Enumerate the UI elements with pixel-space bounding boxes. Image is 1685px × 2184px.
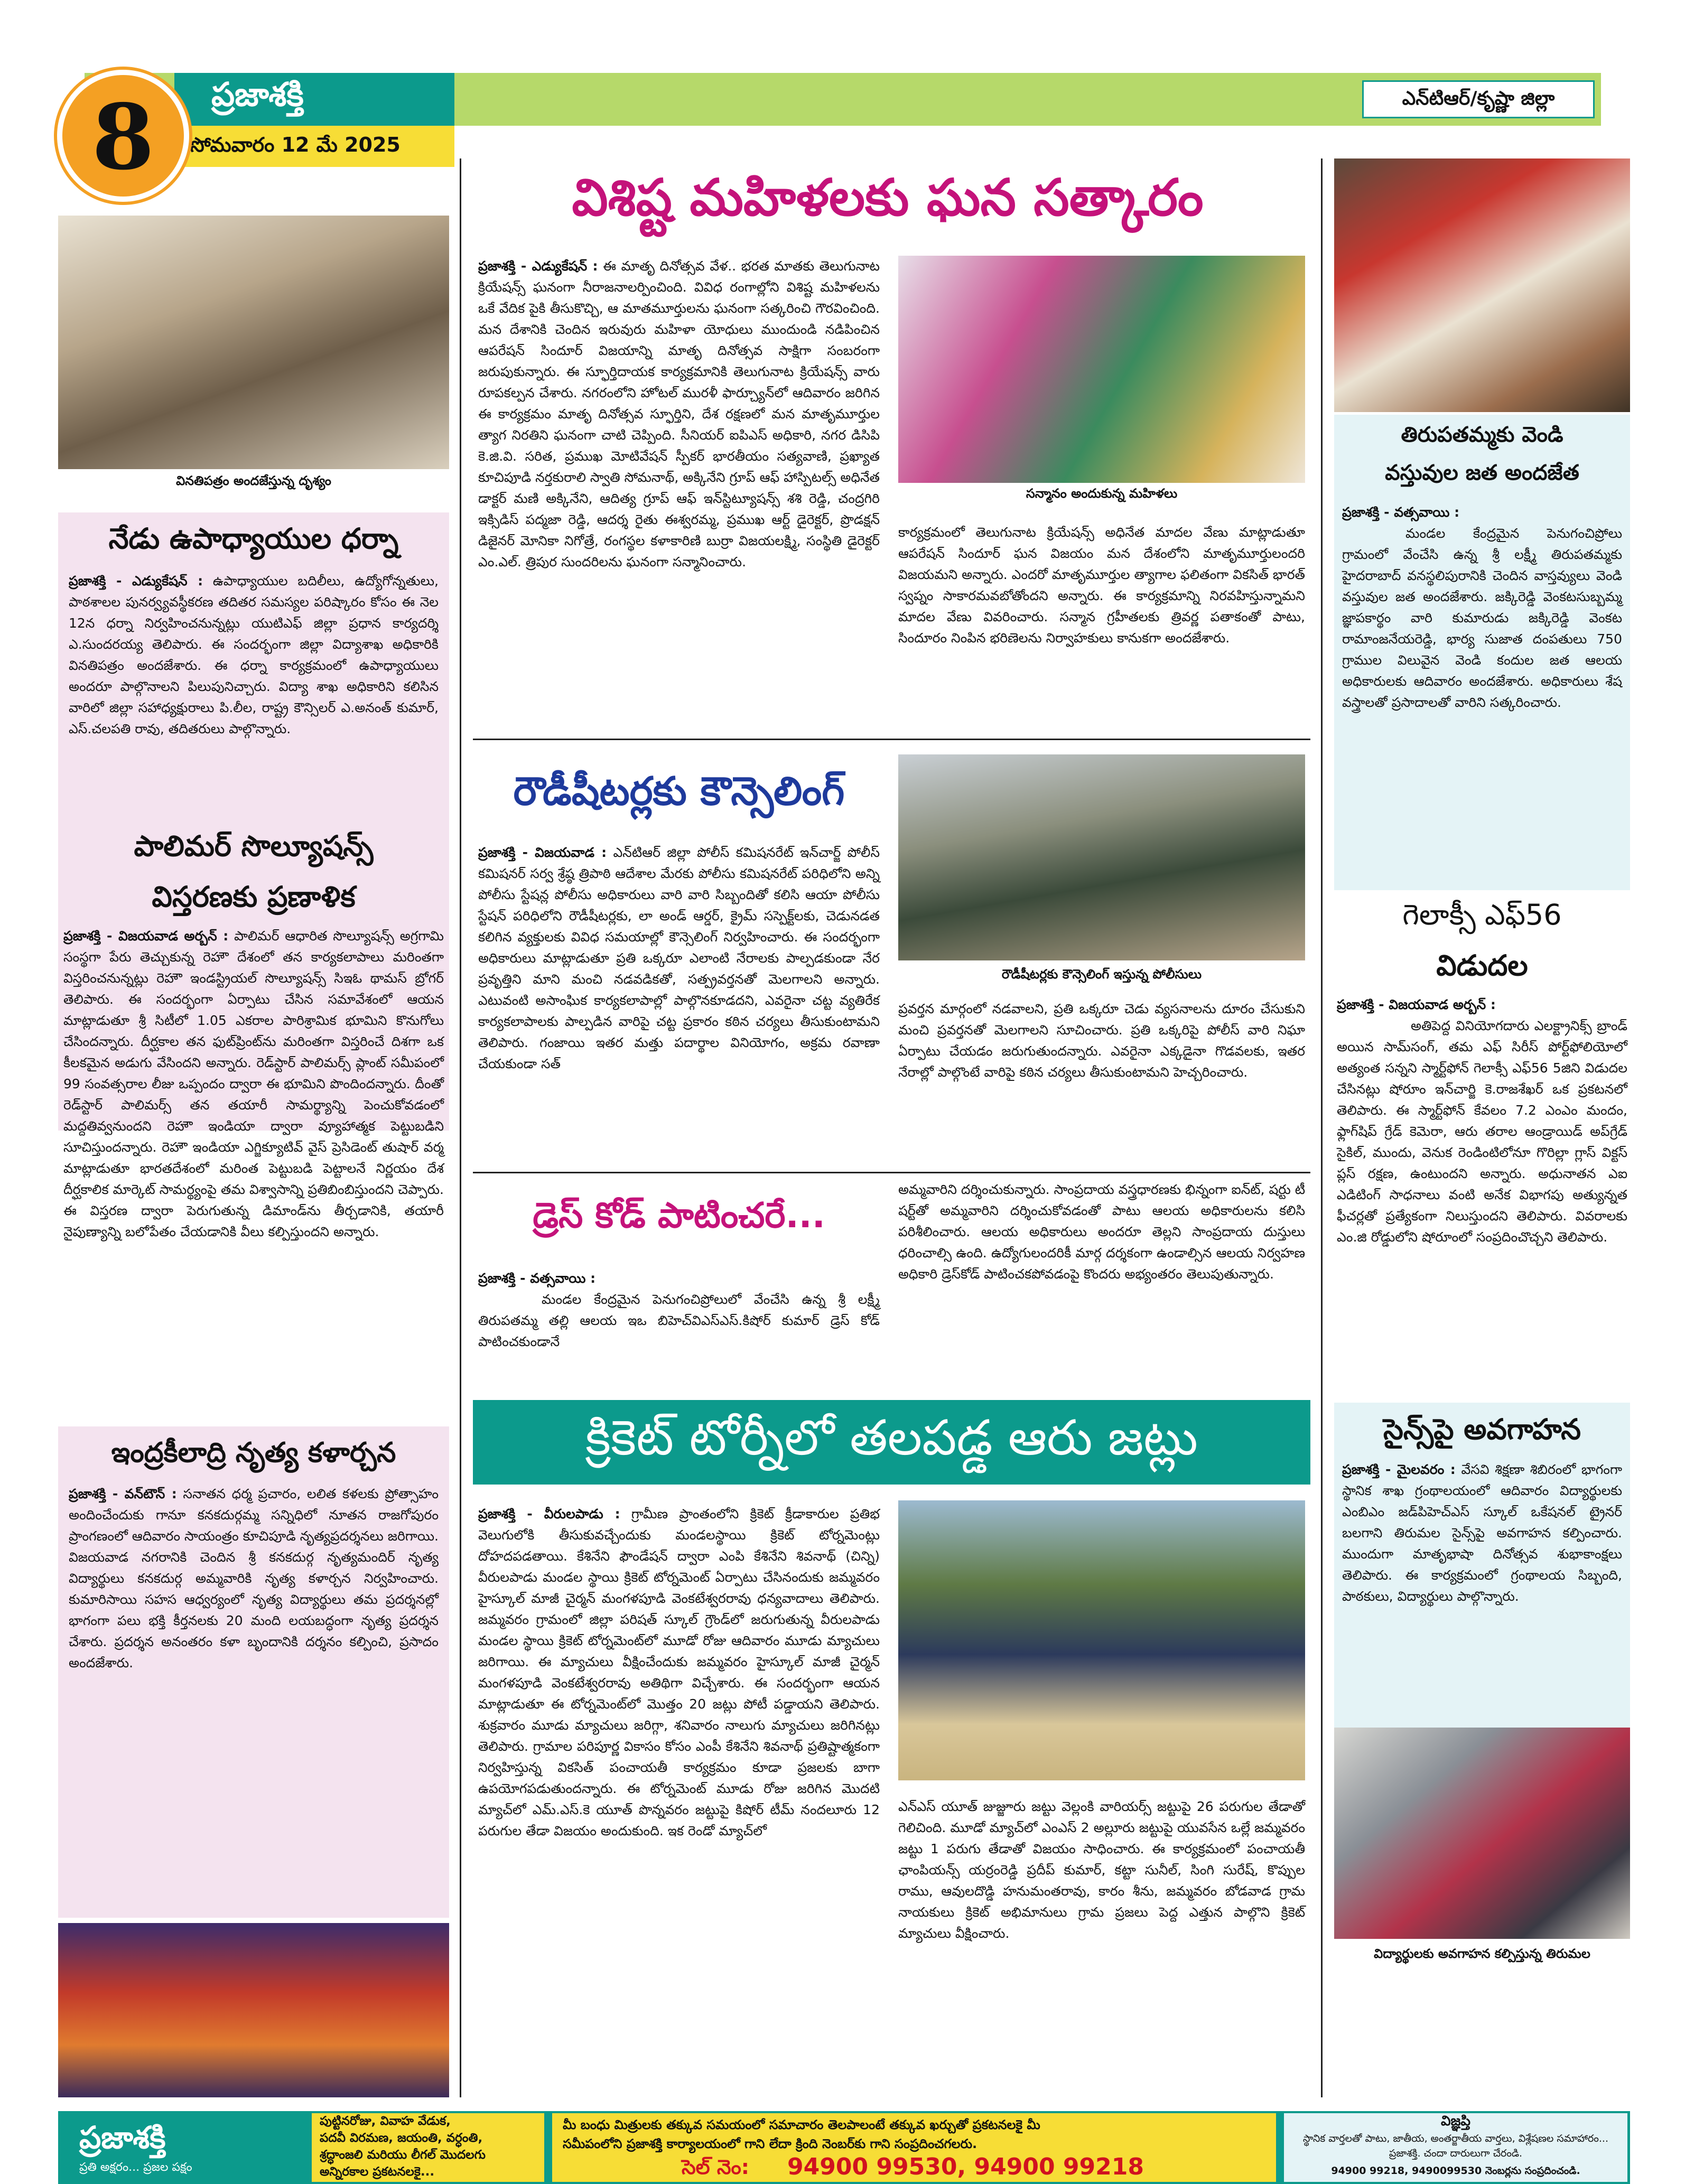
honoured-women-caption: సన్మానం అందుకున్న మహిళలు bbox=[1026, 486, 1178, 501]
cricket-article-body-b bbox=[898, 1796, 1305, 1944]
polymer-article-dateline: ప్రజాశక్తి - విజయవాడ అర్బన్‌ : bbox=[63, 928, 229, 944]
dress-code-text-b: అమ్మవారిని దర్శించుకున్నారు. సాంప్రదాయ వస్త్రధారణకు భిన్నంగా ఐన్‌ట్‌, షర్టు టీ షర్ట్‌తో అమ్మవారిని దర్శించుకోవడంతో పాటు ఆలయ అధికారులను కలిసి పరిశీలించారు. ఆలయ అధికారులు అందరూ తెల్లని సాంప్రదాయ దుస్తులు ధరించాల్సి ఉంది. ఉద్యోగులందరికీ మార్గ దర్శకంగా ఉండాల్సిన ఆలయ నిర్వహణ అధికారి డ్రెస్‌కోడ్‌ పాటించకపోవడంపై కొందరు అభ్యంతరం తెలుపుతున్నారు. bbox=[898, 1182, 1305, 1282]
dance-article-title: ఇంద్రకీలాద్రి నృత్య కళార్చన bbox=[111, 1437, 396, 1469]
silver-donation-photo bbox=[1334, 158, 1630, 412]
rowdy-counselling-caption: రౌడీషీటర్లకు కౌన్సెలింగ్‌ ఇస్తున్న పోలీసులు bbox=[1001, 967, 1202, 982]
rowdy-article-body-a bbox=[478, 842, 880, 1075]
footer-tagline: ప్రతి అక్షరం... ప్రజల పక్షం bbox=[79, 2161, 192, 2174]
divider-left bbox=[460, 158, 461, 2097]
polymer-article-text: పాలిమర్‌ ఆధారిత సొల్యూషన్స్‌ అగ్రగామి సంస్థగా పేరు తెచ్చుకున్న రెహౌ దేశంలో తన కార్యకలాపాలు మరింతగా విస్తరించనున్నట్లు రెహౌ ఇండస్ట్రియల్‌ సొల్యూషన్స్‌ సిఇఓ థామస్‌ బ్రోగర్‌ తెలిపారు. ఈ సందర్భంగా ఏర్పాటు చేసిన సమావేశంలో ఆయన మాట్లాడుతూ శ్రీ సిటీలో 1.05 ఎకరాల పారిశ్రామిక భూమిని కొనుగోలు చేసిందన్నారు. దీర్ఘకాల తన ఫుట్‌ప్రింట్‌ను మరింతగా విస్తరించే దిశగా ఒక కీలకమైన అడుగు వేసిందని అన్నారు. రెడ్‌స్టార్‌ పాలిమర్స్‌ ప్లాంట్‌ సమీపంలో 99 సంవత్సరాల లీజు ఒప్పందం ద్వారా ఈ భూమిని పొందిందన్నారు. దీంతో రెడ్‌స్టార్‌ పాలిమర్స్‌ తన తయారీ సామర్థ్యాన్ని పెంచుకోవడంలో మద్దతివ్వనుందని రెహౌ ఇండియా ద్వారా వ్యూహాత్మక పెట్టుబడిని సూచిస్తుందన్నారు. రెహౌ ఇండియా ఎగ్జిక్యూటివ్‌ వైస్‌ ప్రెసిడెంట్‌ తుషార్‌ వర్మ మాట్లాడుతూ భారతదేశంలో మరింత పెట్టుబడి పెట్టాలనే నిర్ణయం దేశ దీర్ఘకాలిక మార్కెట్‌ సామర్థ్యంపై తమ విశ్వాసాన్ని ప్రతిబింబిస్తుందని చెప్పారు. ఈ విస్తరణ ద్వారా పెరుగుతున్న డిమాండ్‌ను తీర్చడానికి, తయారీ నైపుణ్యాన్ని బలోపేతం చేయడానికి వీలు కల్పిస్తుందని అన్నారు. bbox=[63, 928, 444, 1239]
rowdy-article-title: రౌడీషీటర్లకు కౌన్సెలింగ్‌ bbox=[513, 769, 845, 814]
silver-donation-text: మండల కేంద్రమైన పెనుగంచిప్రోలు గ్రామంలో వేంచేసి ఉన్న శ్రీ లక్ష్మీ తిరుపతమ్మకు హైదరాబాద్‌ వనస్థలిపురానికి చెందిన వాస్తవ్యులు వెండి వస్తువుల జత అందజేశారు. జక్కిరెడ్డి వెంకటసుబ్బమ్మ జ్ఞాపకార్థం వారి కుమారుడు జక్కిరెడ్డి వెంకట రామాంజనేయరెడ్డి, భార్య సుజాత దంపతులు 750 గ్రాముల విలువైన వెండి కందుల జత ఆలయ అధికారులకు ఆదివారం అందజేశారు. అధికారులు శేష వస్త్రాలతో ప్రసాదాలతో వారిని సత్కరించారు. bbox=[1342, 526, 1622, 710]
dress-code-title: డ్రెస్‌ కోడ్‌ పాటించరే... bbox=[533, 1195, 825, 1236]
dress-code-text-a: మండల కేంద్రమైన పెనుగంచిప్రోలులో వేంచేసి ఉన్న శ్రీ లక్ష్మీ తిరుపతమ్మ తల్లి ఆలయ ఇఒ బిహెచ్‌విఎస్‌ఎస్‌.కిషోర్‌ కుమార్‌ డ్రెస్‌ కోడ్‌ పాటించకుండానే bbox=[478, 1292, 880, 1349]
cricket-article-text-a: గ్రామీణ ప్రాంతంలోని క్రికెట్‌ క్రీడాకారుల ప్రతిభ వెలుగులోకి తీసుకువచ్చేందుకు మండలస్థాయి క్రికెట్‌ టోర్నమెంట్లు దోహదపడతాయి. కేశినేని ఫౌండేషన్‌ ద్వారా ఎంపి కేశినేని శివనాథ్‌ (చిన్ని) వీరులపాడు మండల స్థాయి క్రికెట్‌ టోర్నమెంట్‌ ఏర్పాటు చేసినందుకు జమ్మవరం హైస్కూల్‌ మాజీ చైర్మన్‌ మంగళపూడి వెంకటేశ్వరరావు ధన్యవాదాలు తెలిపారు. జమ్మవరం గ్రామంలో జిల్లా పరిషత్‌ స్కూల్‌ గ్రౌండ్‌లో జరుగుతున్న వీరులపాడు మండల స్థాయి క్రికెట్‌ టోర్నమెంట్‌లో మూడో రోజు ఆదివారం మూడు మ్యాచులు జరిగాయి. ఈ మ్యాచులు వీక్షించేందుకు జమ్మవరం హైస్కూల్‌ మాజీ చైర్మన్‌ మంగళపూడి వెంకటేశ్వరరావు అతిథిగా విచ్చేశారు. ఈ సందర్భంగా ఆయన మాట్లాడుతూ ఈ టోర్నమెంట్‌లో మొత్తం 20 జట్లు పోటీ పడ్డాయని తెలిపారు. శుక్రవారం మూడు మ్యాచులు జరిగ్గా, శనివారం నాలుగు మ్యాచులు జరిగినట్లు తెలిపారు. గ్రామాల పరిపూర్ణ వికాసం కోసం ఎంపీ కేశినేని శివనాథ్‌ ప్రతిష్టాత్మకంగా నిర్వహిస్తున్న వికసిత్‌ పంచాయతీ కార్యక్రమం కూడా ప్రజలకు బాగా ఉపయోగపడుతుందన్నారు. ఈ టోర్నమెంట్‌ మూడు రోజు జరిగిన మొదటి మ్యాచ్‌లో ఎమ్‌.ఎస్‌.కె యూత్‌ పొన్నవరం జట్టుపై కిషోర్‌ టీమ్‌ నందలూరు 12 పరుగుల తేడా విజయం అందుకుంది. ఇక రెండో మ్యాచ్‌లో bbox=[478, 1506, 880, 1838]
polymer-article-body bbox=[63, 926, 444, 1243]
science-text: వేసవి శిక్షణా శిబిరంలో భాగంగా స్థానిక శాఖ గ్రంథాలయంలో ఆదివారం విద్యార్థులకు ఎంబిఎం జడ్‌పిహెచ్‌ఎస్‌ స్కూల్‌ ఒకేషనల్‌ ట్రైనర్‌ బలగాని తిరుమల సైన్స్‌పై అవగాహన కల్పించారు. ముందుగా మాతృభాషా దినోత్సవ శుభాకాంక్షలు తెలిపారు. ఈ కార్యక్రమంలో గ్రంథాలయ సిబ్బంది, పాఠకులు, విద్యార్థులు పాల్గొన్నారు. bbox=[1342, 1462, 1622, 1604]
divider-right bbox=[1321, 158, 1323, 2097]
cricket-teams-photo bbox=[898, 1500, 1305, 1780]
galaxy-dateline: ప్రజాశక్తి - విజయవాడ అర్బన్‌ : bbox=[1337, 997, 1496, 1012]
footer-vignapti-contact: 94900 99218, 9490099530 నెంబర్లను సంప్రదించండి. bbox=[1331, 2165, 1580, 2177]
footer-services-4: అన్నిరకాల ప్రకటనలకై... bbox=[320, 2165, 435, 2179]
footer-vignapti-title: విజ్ఞప్తి bbox=[1441, 2113, 1470, 2129]
footer-cell-label: సెల్‌ నెం: bbox=[682, 2155, 749, 2179]
dance-article-text: సనాతన ధర్మ ప్రచారం, లలిత కళలకు ప్రోత్సాహం అందించేందుకు గానూ కనకదుర్గమ్మ సన్నిధిలో నూతన రాజగోపురం ప్రాంగణంలో ఆదివారం సాయంత్రం కూచిపూడి నృత్యప్రదర్శనలు జరిగాయి. విజయవాడ నగరానికి చెందిన శ్రీ కనకదుర్గ నృత్యమందిర్‌ నృత్య విద్యార్థులు కనకదుర్గ అమ్మవారికి నృత్య కళార్చన నిర్వహించారు. కుమారిసాయి సహస ఆధ్వర్యంలో నృత్య విద్యార్థులు తమ ప్రదర్శనల్లో భాగంగా పలు భక్తి కీర్తనలకు 20 మంది లయబద్ధంగా నృత్య ప్రదర్శన చేశారు. ప్రదర్శన అనంతరం కళా బృందానికి దర్శనం కల్పించి, ప్రసాదం అందజేశారు. bbox=[69, 1486, 439, 1670]
lead-article-dateline: ప్రజాశక్తి - ఎడ్యుకేషన్‌ : bbox=[478, 258, 598, 274]
lead-article-body-b bbox=[898, 522, 1305, 649]
silver-donation-title-2: వస్తువుల జత అందజేత bbox=[1385, 461, 1579, 485]
silver-donation-body bbox=[1342, 502, 1622, 713]
divider-mid-1 bbox=[473, 739, 1310, 740]
footer-vignapti-body: స్థానిక వార్తలతో పాటు, జాతీయ, అంతర్జాతీయ వార్తలు, విశ్లేషణల సమాహారం... ప్రజాశక్తి. చందా దారులుగా చేరండి. bbox=[1302, 2133, 1609, 2159]
rowdy-counselling-photo bbox=[898, 754, 1305, 960]
dance-photo bbox=[58, 1923, 449, 2097]
memorandum-photo-caption: వినతిపత్రం అందజేస్తున్న దృశ్యం bbox=[176, 473, 331, 488]
teachers-article-body bbox=[69, 571, 439, 740]
science-dateline: ప్రజాశక్తి - మైలవరం : bbox=[1342, 1462, 1456, 1477]
district-label: ఎన్‌టిఆర్‌/కృష్ణా జిల్లా bbox=[1402, 88, 1555, 109]
teachers-article-dateline: ప్రజాశక్తి - ఎడ్యుకేషన్‌ : bbox=[69, 573, 203, 589]
polymer-article-title-1: పాలిమర్‌ సొల్యూషన్స్‌ bbox=[134, 829, 374, 863]
dance-article-body bbox=[69, 1483, 439, 1674]
rowdy-article-text-a: ఎన్‌టిఆర్‌ జిల్లా పోలీస్‌ కమిషనరేట్‌ ఇన్‌చార్జ్‌ పోలీస్‌ కమిషనర్‌ సర్వ శ్రేష్ఠ త్రిపాఠి ఆదేశాల మేరకు పోలీసు కమిషనరేట్‌ పరిధిలోని అన్ని పోలీసు స్టేషన్ల పోలీసు అధికారులు వారి వారి సిబ్బందితో కలిసి ఆయా పోలీసు స్టేషన్‌ పరిధిలోని రౌడీషీటర్లకు, లా అండ్‌ ఆర్డర్‌, క్రైమ్‌ సస్పెక్ట్‌లకు, చెడునడత కలిగిన వ్యక్తులకు వివిధ సమయాల్లో కౌన్సెలింగ్‌ నిర్వహించారు. ఈ సందర్భంగా అధికారులు మాట్లాడుతూ ప్రతి ఒక్కరూ ఎలాంటి నేరాలకు పాల్పడకుండా నేర ప్రవృత్తిని మాని మంచి నడవడికతో, సత్ప్రవర్తనతో మెలగాలని అన్నారు. ఎటువంటి అసాంఘిక కార్యకలాపాల్లో పాల్గొనకూడదని, ఎవరైనా చట్ట వ్యతిరేక కార్యకలాపాలకు పాల్పడిన వారిపై చట్ట ప్రకారం కఠిన చర్యలు తీసుకుంటామని తెలిపారు. గంజాయి ఇతర మత్తు పదార్థాల వినియోగం, అక్రమ రవాణా చేయకుండా సత్ bbox=[478, 845, 880, 1071]
teachers-article-text: ఉపాధ్యాయుల బదిలీలు, ఉద్యోగోన్నతులు, పాఠశాలల పునర్వ్యవస్థీకరణ తదితర సమస్యల పరిష్కారం కోసం ఈ నెల 12న ధర్నా నిర్వహించనున్నట్లు యుటిఎఫ్‌ జిల్లా ప్రధాన కార్యదర్శి ఎ.సుందరయ్య తెలిపారు. ఈ సందర్భంగా జిల్లా విద్యాశాఖ అధికారికి వినతిపత్రం అందజేశారు. ఈ ధర్నా కార్యక్రమంలో ఉపాధ్యాయులు అందరూ పాల్గొనాలని పిలుపునిచ్చారు. విద్యా శాఖ అధికారిని కలిసిన వారిలో జిల్లా సహాధ్యక్షురాలు పి.లీల, రాష్ట్ర కౌన్సిలర్‌ ఎ.అనంత్‌ కుమార్‌, ఎస్‌.చలపతి రావు, తదితరులు పాల్గొన్నారు. bbox=[69, 573, 439, 736]
footer-cell-numbers: 94900 99530, 94900 99218 bbox=[787, 2153, 1144, 2180]
galaxy-title-2: విడుదల bbox=[1436, 949, 1528, 982]
page-number: 8 bbox=[91, 85, 155, 190]
silver-donation-title-1: తిరుపతమ్మకు వెండి bbox=[1401, 423, 1563, 447]
science-title: సైన్స్‌పై అవగాహన bbox=[1383, 1413, 1581, 1446]
footer-brand: ప్రజాశక్తి bbox=[79, 2120, 166, 2155]
rowdy-article-text-b: ప్రవర్తన మార్గంలో నడవాలని, ప్రతి ఒక్కరూ చెడు వ్యసనాలను దూరం చేసుకుని మంచి ప్రవర్తనతో మెలగాలని సూచించారు. ప్రతి ఒక్కరిపై పోలీస్‌ వారి నిఘా ఏర్పాటు చేయడం జరుగుతుందన్నారు. ఎవరైనా ఎక్కడైనా గొడవలకు, ఇతర నేరాల్లో పాల్గొంటే వారిపై కఠిన చర్యలు తీసుకుంటామని హెచ్చరించారు. bbox=[898, 1001, 1305, 1080]
memorandum-photo bbox=[58, 216, 449, 469]
footer-services-2: పదవీ విరమణ, జయంతి, వర్ధంతి, bbox=[320, 2131, 483, 2145]
cricket-article-text-b: ఎన్‌ఎస్‌ యూత్‌ జుజ్జూరు జట్టు వెల్లంకి వారియర్స్‌ జట్టుపై 26 పరుగుల తేడాతో గెలిచింది. మూడో మ్యాచ్‌లో ఎంఎస్‌ 2 అల్లూరు జట్టుపై యువసేన ఒల్లే జమ్మవరం జట్టు 1 పరుగు తేడాతో విజయం సాధించారు. ఈ కార్యక్రమంలో పంచాయతీ ఛాంపియన్స్‌ యర్రంరెడ్డి ప్రదీప్‌ కుమార్‌, కట్టా సునీల్‌, సింగి సురేష్‌, కొప్పుల రాము, ఆవులదొడ్డి హనుమంతరావు, కారం శీను, జమ్మవరం బోడవాడ గ్రామ నాయకులు క్రికెట్‌ అభిమానులు గ్రామ ప్రజలు పెద్ద ఎత్తున పాల్గొని క్రికెట్‌ మ్యాచులు వీక్షించారు. bbox=[898, 1799, 1305, 1941]
galaxy-title-1: గెలాక్సీ ఎఫ్‌56 bbox=[1402, 898, 1562, 931]
dress-code-body-a bbox=[478, 1268, 880, 1352]
science-awareness-caption: విద్యార్థులకు అవగాహన కల్పిస్తున్న తిరుమల bbox=[1374, 1946, 1590, 1961]
silver-donation-dateline: ప్రజాశక్తి - వత్సవాయి : bbox=[1342, 505, 1460, 520]
dress-code-body-b bbox=[898, 1179, 1305, 1285]
footer-services-3: శ్రద్ధాంజలి మరియు లీగల్‌ మొదలగు bbox=[320, 2148, 486, 2162]
footer-services-1: పుట్టినరోజు, వివాహ వేడుక, bbox=[320, 2114, 451, 2128]
cricket-article-body-a bbox=[478, 1504, 880, 1842]
divider-mid-2 bbox=[473, 1172, 1310, 1173]
teachers-article-title: నేడు ఉపాధ్యాయుల ధర్నా bbox=[108, 522, 399, 555]
dance-article-dateline: ప్రజాశక్తి - వన్‌టౌన్‌ : bbox=[69, 1486, 177, 1501]
cricket-article-dateline: ప్రజాశక్తి - వీరులపాడు : bbox=[478, 1506, 620, 1522]
footer-notice-2: సమీపంలోని ప్రజాశక్తి కార్యాలయంలో గాని లేదా క్రింది నెంబర్‌కు గాని సంప్రదించగలరు. bbox=[563, 2136, 978, 2151]
lead-article-text-b: కార్యక్రమంలో తెలుగునాట క్రియేషన్స్‌ అధినేత మాదల వేణు మాట్లాడుతూ ఆపరేషన్‌ సిందూర్‌ ఘన విజయం మన దేశంలోని మాతృమూర్తులందరి విజయమని అన్నారు. ఎందరో మాతృమూర్తుల త్యాగాల ఫలితంగా వికసిత్‌ భారత్‌ స్వప్నం సాకారమవబోతోందని అన్నారు. ఈ కార్యక్రమాన్ని నిరవహిస్తున్నామని మాదల వేణు వివరించారు. సన్మాన గ్రహీతలకు త్రివర్ణ పతాకంతో పాటు, సిందూరం నింపిన భరిణెలను నిర్వాహకులు కానుకగా అందజేశారు. bbox=[898, 525, 1305, 646]
science-body bbox=[1342, 1459, 1622, 1607]
lead-article-title: విశిష్ట మహిళలకు ఘన సత్కారం bbox=[572, 168, 1204, 227]
rowdy-article-body-b bbox=[898, 998, 1305, 1083]
dress-code-dateline: ప్రజాశక్తి - వత్సవాయి : bbox=[478, 1271, 596, 1286]
galaxy-text: అతిపెద్ద వినియోగదారు ఎలక్ట్రానిక్స్‌ బ్రాండ్‌ అయిన సామ్‌సంగ్‌, తమ ఎఫ్‌ సిరీస్‌ పోర్ట్‌ఫోలియోలో అత్యంత సన్నని స్మార్ట్‌ఫోన్‌ గెలాక్సీ ఎఫ్‌56 5జిని విడుదల చేసినట్లు షోరూం ఇన్‌చార్జి కె.రాజశేఖర్‌ ఒక ప్రకటనలో తెలిపారు. ఈ స్మార్ట్‌ఫోన్‌ కేవలం 7.2 ఎంఎం మందం, ఫ్లాగ్‌షిప్‌ గ్రేడ్‌ కెమెరా, ఆరు తరాల ఆండ్రాయిడ్‌ అప్‌గ్రేడ్‌ సైకిల్‌, ముందు, వెనుక రెండింటిలోనూ గొరిల్లా గ్లాస్‌ విక్టస్‌ ప్లస్‌ రక్షణ, ఉంటుందని అన్నారు. అధునాతన ఎఐ ఎడిటింగ్‌ సాధనాలు వంటి అనేక విభాగపు అత్యున్నత ఫీచర్లతో ప్రత్యేకంగా నిలుస్తుందని తెలిపారు. వివరాలకు ఎం.జి రోడ్డులోని షోరూంలో సంప్రదించొచ్చని తెలిపారు. bbox=[1337, 1018, 1627, 1245]
rowdy-article-dateline: ప్రజాశక్తి - విజయవాడ : bbox=[478, 845, 607, 860]
footer-notice-1: మీ బంధు మిత్రులకు తక్కువ సమయంలో సమాచారం తెలపాలంటే తక్కువ ఖర్చుతో ప్రకటనలకై మీ bbox=[563, 2117, 1040, 2132]
science-awareness-photo bbox=[1334, 1728, 1630, 1939]
header-brand: ప్రజాశక్తి bbox=[211, 75, 304, 114]
header-date: సోమవారం 12 మే 2025 bbox=[190, 133, 401, 156]
cricket-article-title: క్రికెట్‌ టోర్నీలో తలపడ్డ ఆరు జట్లు bbox=[585, 1410, 1198, 1466]
honoured-women-photo bbox=[898, 256, 1305, 483]
lead-article-text-a: ఈ మాతృ దినోత్సవ వేళ.. భరత మాతకు తెలుగునాట క్రియేషన్స్‌ ఘనంగా నీరాజనాలర్పించింది. వివిధ రంగాల్లోని విశిష్ట మహిళలను ఒకే వేదిక పైకి తీసుకొచ్చి, ఆ మాతమూర్తులను ఘనంగా సత్కరించి గౌరవించింది. మన దేశానికి చెందిన ఇరువురు మహిళా యోధులు ముందుండి నడిపించిన ఆపరేషన్‌ సిందూర్‌ విజయాన్ని మాతృ దినోత్సవ సాక్షిగా సంబరంగా జరుపుకున్నారు. ఈ స్ఫూర్తిదాయక కార్యక్రమానికి తెలుగునాట క్రియేషన్స్‌ వారు రూపకల్పన చేశారు. నగరంలోని హోటల్‌ మురళీ ఫార్చ్యూన్‌లో ఆదివారం జరిగిన ఈ కార్యక్రమం మాతృ దినోత్సవ స్ఫూర్తిని, దేశ రక్షణలో మన మాతృమూర్తుల త్యాగ నిరతిని ఘనంగా చాటి చెప్పింది. సీనియర్‌ ఐపిఎస్‌ అధికారి, నగర డిసిపి కె.జి.వి. సరిత, ప్రముఖ మోటివేషన్‌ స్పీకర్‌ భారతీయం సత్యవాణి, ప్రఖ్యాత కూచిపూడి నర్తకురాలి స్వాతి సోమనాథ్‌, అక్కినేని గ్రూప్‌ ఆఫ్‌ హాస్పిటల్స్‌ అధినేత డాక్టర్‌ మణి అక్కినేని, ఆదిత్య గ్రూప్‌ ఆఫ్‌ ఇన్‌స్టిట్యూషన్స్‌ శశి రెడ్డి, చంద్రగిరి ఇక్సిడిస్‌ పద్మజా రెడ్డి, ఆదర్శ రైతు ఈశ్వరమ్మ, ప్రముఖ ఆర్ట్‌ డైరెక్టర్‌, ప్రొడక్షన్‌ డిజైనర్‌ మోనికా నిగోత్రే, రంగస్థల కళాకారిణి బుర్రా విజయలక్ష్మి, సంస్థితి డైరెక్టర్‌ ఎం.ఎల్‌. త్రిపుర సుందరిలను ఘనంగా సన్మానించారు. bbox=[478, 258, 880, 570]
lead-article-body-a bbox=[478, 256, 880, 573]
polymer-article-title-2: విస్తరణకు ప్రణాళిక bbox=[152, 880, 356, 913]
galaxy-body bbox=[1337, 994, 1627, 1248]
